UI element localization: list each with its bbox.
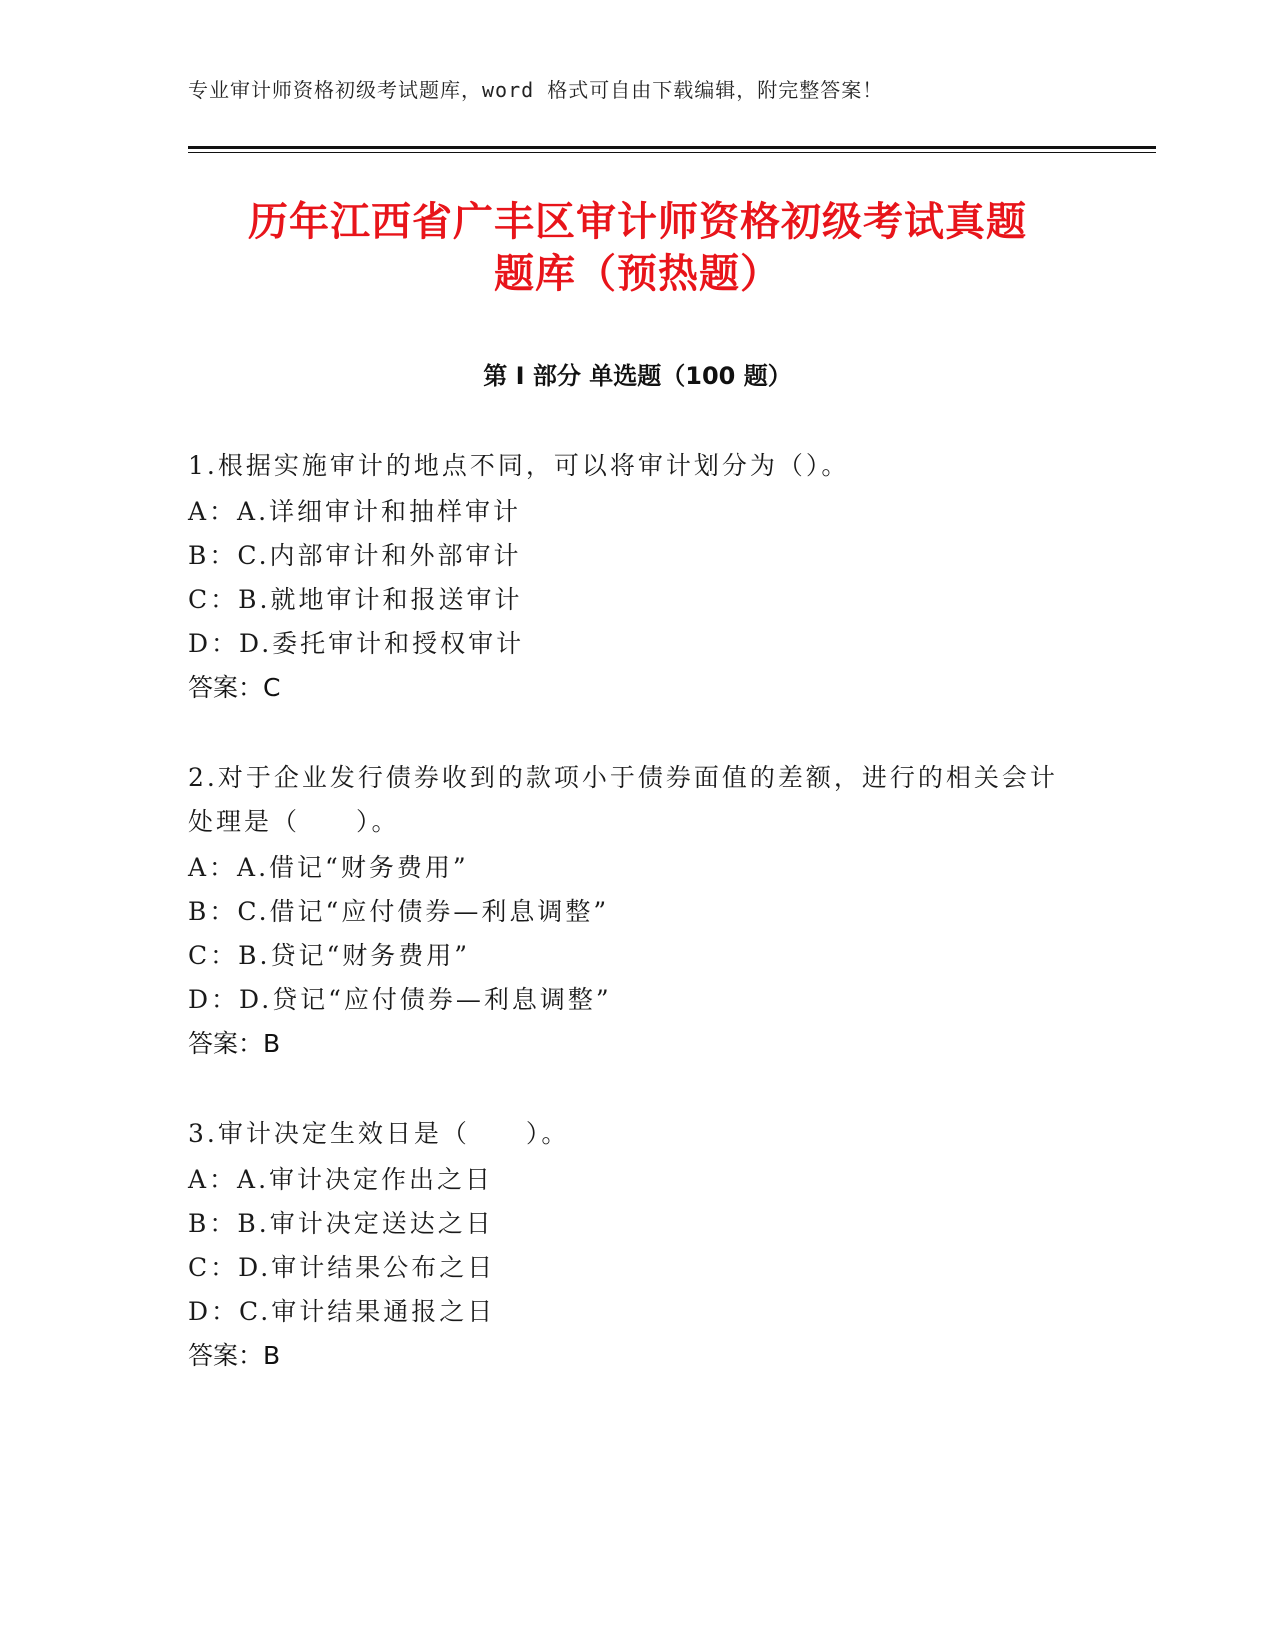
header-rule-thick	[188, 146, 1156, 149]
option-c: C：D.审计结果公布之日	[188, 1253, 496, 1282]
question-3	[188, 1112, 1068, 1378]
answer-line: 答案：C	[188, 673, 281, 702]
question-list	[188, 444, 1068, 1424]
option-c: C：B.就地审计和报送审计	[188, 585, 523, 614]
option-c: C：B.贷记“财务费用”	[188, 941, 471, 970]
option-d: D：D.贷记“应付债券—利息调整”	[188, 985, 612, 1014]
option-b: B：C.借记“应付债券—利息调整”	[188, 897, 610, 926]
question-stem: 2.对于企业发行债券收到的款项小于债券面值的差额，进行的相关会计处理是（ ）。	[188, 763, 1058, 836]
answer-line: 答案：B	[188, 1341, 281, 1370]
option-d: D：C.审计结果通报之日	[188, 1297, 496, 1326]
section-title: 第 I 部分 单选题（100 题）	[483, 362, 792, 390]
document-title	[0, 196, 1275, 300]
document-title-line-2: 题库（预热题）	[494, 251, 781, 297]
option-a: A：A.借记“财务费用”	[188, 853, 469, 882]
question-stem: 1.根据实施审计的地点不同，可以将审计划分为（）。	[188, 451, 850, 480]
option-a: A：A.详细审计和抽样审计	[188, 497, 522, 526]
document-title-line-1: 历年江西省广丰区审计师资格初级考试真题	[248, 199, 1027, 245]
question-2	[188, 756, 1068, 1066]
page-header-note: 专业审计师资格初级考试题库，word 格式可自由下载编辑，附完整答案！	[188, 78, 884, 102]
option-d: D：D.委托审计和授权审计	[188, 629, 525, 658]
header-rule-thin	[188, 152, 1156, 153]
question-1	[188, 444, 1068, 710]
option-b: B：C.内部审计和外部审计	[188, 541, 522, 570]
option-a: A：A.审计决定作出之日	[188, 1165, 494, 1194]
answer-line: 答案：B	[188, 1029, 281, 1058]
question-stem: 3.审计决定生效日是（ ）。	[188, 1119, 570, 1148]
option-b: B：B.审计决定送达之日	[188, 1209, 494, 1238]
